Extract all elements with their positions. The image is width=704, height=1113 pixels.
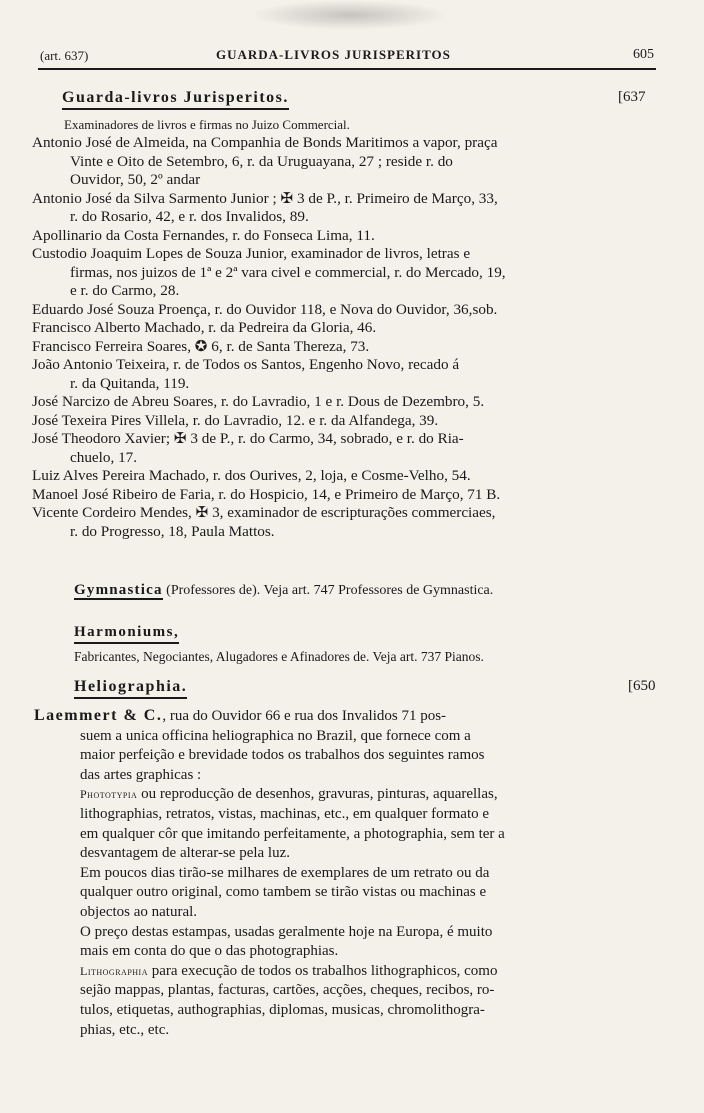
section-number-heliographia: [650 <box>628 678 656 694</box>
entry-line: Francisco Alberto Machado, r. da Pedreira da Gloria, 46. <box>32 319 377 336</box>
entry-line: chuelo, 17. <box>70 448 138 466</box>
entry-line: Eduardo José Souza Proença, r. do Ouvidor 118, e Nova do Ouvidor, 36,sob. <box>32 300 498 318</box>
gymnastica-text: (Professores de). Veja art. 747 Professores de Gymnastica. <box>166 583 494 598</box>
entry-line: e r. do Carmo, 28. <box>70 282 180 299</box>
body-line: O preço destas estampas, usadas geralmente hoje na Europa, é muito <box>80 923 493 940</box>
entry-line: José Theodoro Xavier; ✠ 3 de P., r. do Carmo, 34, sobrado, e r. do Ria- <box>32 430 464 447</box>
entry-line: r. do Rosario, 42, e r. dos Invalidos, 89. <box>70 208 309 225</box>
entry-line: Ouvidor, 50, 2º andar <box>70 171 201 188</box>
entry-line: João Antonio Teixeira, r. de Todos os Santos, Engenho Novo, recado á <box>32 356 460 373</box>
body-line: desvantagem de alterar-se pela luz. <box>80 845 291 862</box>
print-smudge <box>250 0 450 30</box>
section-subtitle: Examinadores de livros e firmas no Juizo Commercial. <box>64 117 350 132</box>
body-line: das artes graphicas : <box>80 766 202 783</box>
body-line: qualquer outro original, como tambem se tirão vistas ou machinas e <box>80 884 487 901</box>
entry-line: firmas, nos juizos de 1ª e 2ª vara civel e commercial, r. do Mercado, 19, <box>70 263 506 281</box>
entry-line: r. do Progresso, 18, Paula Mattos. <box>70 522 275 540</box>
body-line: tulos, etiquetas, authographias, diplomas, musicas, chromolithogra- <box>80 1001 485 1018</box>
entry-line: Antonio José da Silva Sarmento Junior ; ✠ 3 de P., r. Primeiro de Março, 33, <box>32 189 498 207</box>
page-number: 605 <box>633 47 654 62</box>
body-line: sejão mappas, plantas, facturas, cartões, acções, cheques, recibos, ro- <box>80 982 495 999</box>
entry-line: Custodio Joaquim Lopes de Souza Junior, examinador de livros, letras e <box>32 245 471 262</box>
running-header <box>38 46 656 70</box>
section-title-gymnastica: Gymnastica <box>74 582 163 598</box>
entry-line: Luiz Alves Pereira Machado, r. dos Ourives, 2, loja, e Cosme-Velho, 54. <box>32 467 471 484</box>
entry-line: r. da Quitanda, 119. <box>70 374 190 392</box>
entry-line: Apollinario da Costa Fernandes, r. do Fonseca Lima, 11. <box>32 226 375 244</box>
body-line: phias, etc., etc. <box>80 1021 170 1038</box>
body-line: em qualquer côr que imitando perfeitamente, a photographia, sem ter a <box>80 825 505 842</box>
header-title: GUARDA-LIVROS JURISPERITOS <box>216 47 451 62</box>
body-line: lithographias, retratos, vistas, machinas, etc., em qualquer formato e <box>80 805 490 822</box>
body-line: Em poucos dias tirão-se milhares de exemplares de um retrato ou da <box>80 864 490 881</box>
body-line: Lithographia para execução de todos os trabalhos lithographicos, como <box>80 962 498 979</box>
section-title-harmoniums: Harmoniums, <box>74 622 179 644</box>
entry-line: Manoel José Ribeiro de Faria, r. do Hospicio, 14, e Primeiro de Março, 71 B. <box>32 485 501 503</box>
body-line: suem a unica officina heliographica no Brazil, que fornece com a <box>80 727 471 744</box>
phototypia-heading: Phototypia <box>80 787 138 802</box>
body-line: maior perfeição e brevidade todos os trabalhos dos seguintes ramos <box>80 747 485 764</box>
entry-line: Francisco Ferreira Soares, ✪ 6, r. de Santa Thereza, 73. <box>32 337 370 355</box>
firm-name: Laemmert & C. <box>34 707 163 724</box>
body-line: mais em conta do que o das photographias. <box>80 943 339 960</box>
entry-line: Vicente Cordeiro Mendes, ✠ 3, examinador de escripturações commerciaes, <box>32 504 496 521</box>
entry-line: Antonio José de Almeida, na Companhia de Bonds Maritimos a vapor, praça <box>32 134 498 151</box>
lithographia-heading: Lithographia <box>80 963 148 978</box>
body-line: Phototypia ou reproducção de desenhos, gravuras, pinturas, aquarellas, <box>80 786 498 803</box>
body-line: objectos ao natural. <box>80 903 198 920</box>
harmoniums-text: Fabricantes, Negociantes, Alugadores e Afinadores de. Veja art. 737 Pianos. <box>74 649 484 664</box>
section-number-guarda-livros: [637 <box>618 89 646 105</box>
section-title-heliographia: Heliographia. <box>74 677 187 699</box>
entry-line: José Narcizo de Abreu Soares, r. do Lavradio, 1 e r. Dous de Dezembro, 5. <box>32 393 485 410</box>
gymnastica-entry <box>74 582 493 599</box>
heliographia-body <box>34 706 674 1040</box>
entries-list <box>32 134 662 541</box>
section-title-guarda-livros: Guarda-livros Jurisperitos. <box>62 88 289 110</box>
entry-line: José Texeira Pires Villela, r. do Lavradio, 12. e r. da Alfandega, 39. <box>32 411 439 429</box>
entry-line: Vinte e Oito de Setembro, 6, r. da Uruguayana, 27 ; reside r. do <box>70 152 453 170</box>
header-article-ref: (art. 637) <box>40 48 89 63</box>
body-line: Laemmert & C., rua do Ouvidor 66 e rua dos Invalidos 71 pos- <box>34 707 447 724</box>
